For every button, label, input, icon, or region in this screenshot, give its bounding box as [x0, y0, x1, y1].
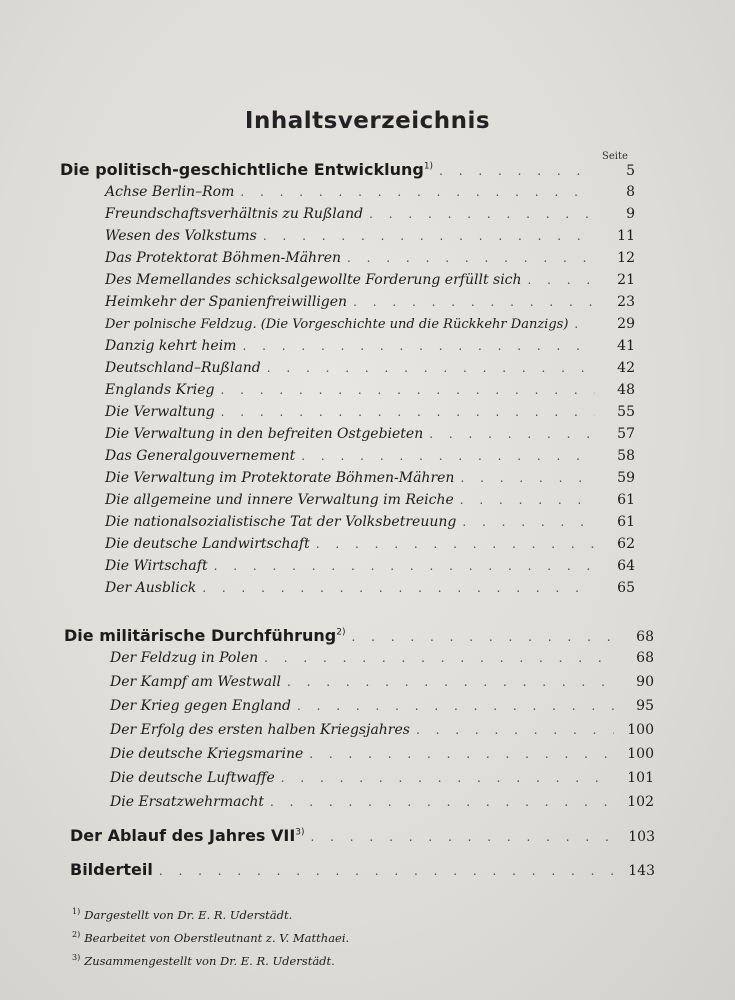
- entry-label: Die deutsche Luftwaffe: [110, 770, 275, 786]
- toc-entry: [110, 650, 654, 672]
- page-number: 143: [628, 863, 655, 879]
- leader-dots: [460, 471, 595, 485]
- leader-dots: [287, 675, 614, 689]
- footnote: [72, 925, 349, 948]
- toc-entry: [105, 338, 635, 360]
- leader-dots: [460, 493, 595, 507]
- page-number: 8: [626, 184, 635, 200]
- page-number: 55: [617, 404, 635, 420]
- section-title: Die politisch-geschichtliche Entwicklung: [60, 160, 424, 179]
- footnote-marker: 2): [72, 929, 81, 939]
- toc-entry: [110, 674, 654, 696]
- toc-entry: [105, 492, 635, 514]
- leader-dots: [159, 864, 615, 878]
- toc-entry: [105, 206, 635, 228]
- leader-dots: [311, 830, 615, 844]
- toc-entry: [105, 382, 635, 404]
- entry-label: Der Erfolg des ersten halben Kriegsjahres: [110, 722, 410, 738]
- footnote-text: Dargestellt von Dr. E. R. Uderstädt.: [84, 907, 293, 922]
- toc-entry: [105, 448, 635, 470]
- toc-entry: [105, 536, 635, 558]
- page-number: 59: [617, 470, 635, 486]
- page-number: 103: [628, 829, 655, 845]
- page-number: 58: [617, 448, 635, 464]
- toc-entry: [105, 294, 635, 316]
- footnote: [72, 902, 349, 925]
- footnote-text: Bearbeitet von Oberstleutnant z. V. Matthaei.: [84, 930, 350, 945]
- entry-label: Die Verwaltung: [105, 404, 215, 420]
- leader-dots: [309, 747, 614, 761]
- leader-dots: [240, 185, 595, 199]
- entry-label: Der Feldzug in Polen: [110, 650, 259, 666]
- toc-entry: [105, 184, 635, 206]
- entry-label: Der Kampf am Westwall: [110, 674, 282, 690]
- page-number: 62: [617, 536, 635, 552]
- toc-entry: [105, 426, 635, 448]
- leader-dots: [301, 449, 595, 463]
- leader-dots: [264, 651, 614, 665]
- entry-label: Die Wirtschaft: [105, 558, 208, 574]
- page-number: 61: [617, 514, 635, 530]
- leader-dots: [221, 383, 595, 397]
- page-number: 23: [617, 294, 635, 310]
- leader-dots: [297, 699, 614, 713]
- leader-dots: [281, 771, 614, 785]
- entry-label: Die Verwaltung in den befreiten Ostgebieten: [105, 426, 424, 442]
- page-number: 9: [626, 206, 635, 222]
- entry-label: Achse Berlin–Rom: [105, 184, 235, 200]
- entry-label: Das Protektorat Böhmen-Mähren: [105, 250, 342, 266]
- page-number: 90: [636, 674, 654, 690]
- footnote-marker: 3): [72, 952, 81, 962]
- page-number: 57: [617, 426, 635, 442]
- leader-dots: [352, 630, 614, 644]
- toc-entry: [105, 514, 635, 536]
- toc-entry: [110, 722, 654, 744]
- page-number: 61: [617, 492, 635, 508]
- leader-dots: [353, 295, 595, 309]
- toc-entry: [110, 770, 654, 792]
- leader-dots: [462, 515, 595, 529]
- leader-dots: [267, 361, 595, 375]
- page-number: 100: [627, 722, 654, 738]
- page-number: 48: [617, 382, 635, 398]
- toc-entry: [110, 794, 654, 816]
- entry-label: Danzig kehrt heim: [105, 338, 237, 354]
- page-title: Inhaltsverzeichnis: [244, 108, 491, 134]
- footnotes: [72, 902, 349, 970]
- entry-label: Die allgemeine und innere Verwaltung im Reiche: [105, 492, 454, 508]
- leader-dots: [439, 164, 595, 178]
- leader-dots: [221, 405, 595, 419]
- page-number: 100: [627, 746, 654, 762]
- entry-label: Die nationalsozialistische Tat der Volksbetreuung: [105, 514, 457, 530]
- toc-entry: [110, 746, 654, 768]
- footnote-text: Zusammengestellt von Dr. E. R. Uderstädt.: [84, 953, 335, 968]
- entry-label: Englands Krieg: [105, 382, 215, 398]
- entry-label: Des Memellandes schicksalgewollte Forderung erfüllt sich: [105, 272, 522, 288]
- leader-dots: [202, 581, 595, 595]
- page-number: 64: [617, 558, 635, 574]
- leader-dots: [429, 427, 595, 441]
- page-number: 29: [617, 316, 635, 332]
- page-number: 65: [617, 580, 635, 596]
- toc-entry: [105, 580, 635, 602]
- page-number: 41: [617, 338, 635, 354]
- section-heading: [64, 626, 654, 648]
- page-number: 5: [626, 163, 635, 179]
- footnote-marker: 1): [72, 907, 81, 916]
- toc-entry: [105, 558, 635, 580]
- page-number: 101: [627, 770, 654, 786]
- toc-entry: [105, 470, 635, 492]
- leader-dots: [528, 273, 595, 287]
- section-title: Die militärische Durchführung: [64, 626, 337, 645]
- footnote-marker: 3): [295, 827, 305, 838]
- section-heading: [70, 860, 655, 882]
- entry-label: Der polnische Feldzug. (Die Vorgeschichte und die Rückkehr Danzigs): [105, 317, 569, 332]
- entry-label: Wesen des Volkstums: [105, 228, 257, 244]
- entry-label: Der Ausblick: [105, 580, 197, 596]
- leader-dots: [263, 229, 595, 243]
- entry-label: Die deutsche Kriegsmarine: [110, 746, 304, 762]
- entry-label: Die Verwaltung im Protektorate Böhmen-Mähren: [105, 470, 455, 486]
- footnote-marker: 2): [336, 627, 346, 638]
- page-number: 11: [617, 228, 635, 244]
- leader-dots: [214, 559, 595, 573]
- entry-label: Das Generalgouvernement: [105, 448, 296, 464]
- leader-dots: [574, 317, 595, 331]
- leader-dots: [416, 723, 614, 737]
- section-title: Der Ablauf des Jahres VII: [70, 826, 296, 845]
- toc-entry: [105, 316, 635, 338]
- section-title: Bilderteil: [70, 860, 153, 879]
- leader-dots: [270, 795, 614, 809]
- leader-dots: [369, 207, 595, 221]
- footnote-marker: 1): [423, 161, 434, 172]
- section-heading: [60, 160, 635, 182]
- toc-entry: [105, 250, 635, 272]
- toc-entry: [105, 272, 635, 294]
- entry-label: Die deutsche Landwirtschaft: [105, 536, 310, 552]
- entry-label: Heimkehr der Spanienfreiwilligen: [105, 294, 348, 310]
- page-column-label: Seite: [602, 151, 628, 162]
- toc-entry: [110, 698, 654, 720]
- leader-dots: [316, 537, 595, 551]
- leader-dots: [347, 251, 595, 265]
- toc-entry: [105, 360, 635, 382]
- footnote: [72, 948, 349, 971]
- entry-label: Der Krieg gegen England: [110, 698, 291, 714]
- page-number: 102: [627, 794, 654, 810]
- section-heading: [70, 826, 655, 848]
- entry-label: Die Ersatzwehrmacht: [110, 794, 264, 810]
- entry-label: Freundschaftsverhältnis zu Rußland: [105, 206, 364, 222]
- page-number: 12: [617, 250, 635, 266]
- page-number: 42: [617, 360, 635, 376]
- page-number: 95: [636, 698, 654, 714]
- entry-label: Deutschland–Rußland: [105, 360, 261, 376]
- page-number: 21: [617, 272, 635, 288]
- page-number: 68: [636, 629, 654, 645]
- page-number: 68: [636, 650, 654, 666]
- leader-dots: [242, 339, 595, 353]
- toc-entry: [105, 228, 635, 250]
- toc-entry: [105, 404, 635, 426]
